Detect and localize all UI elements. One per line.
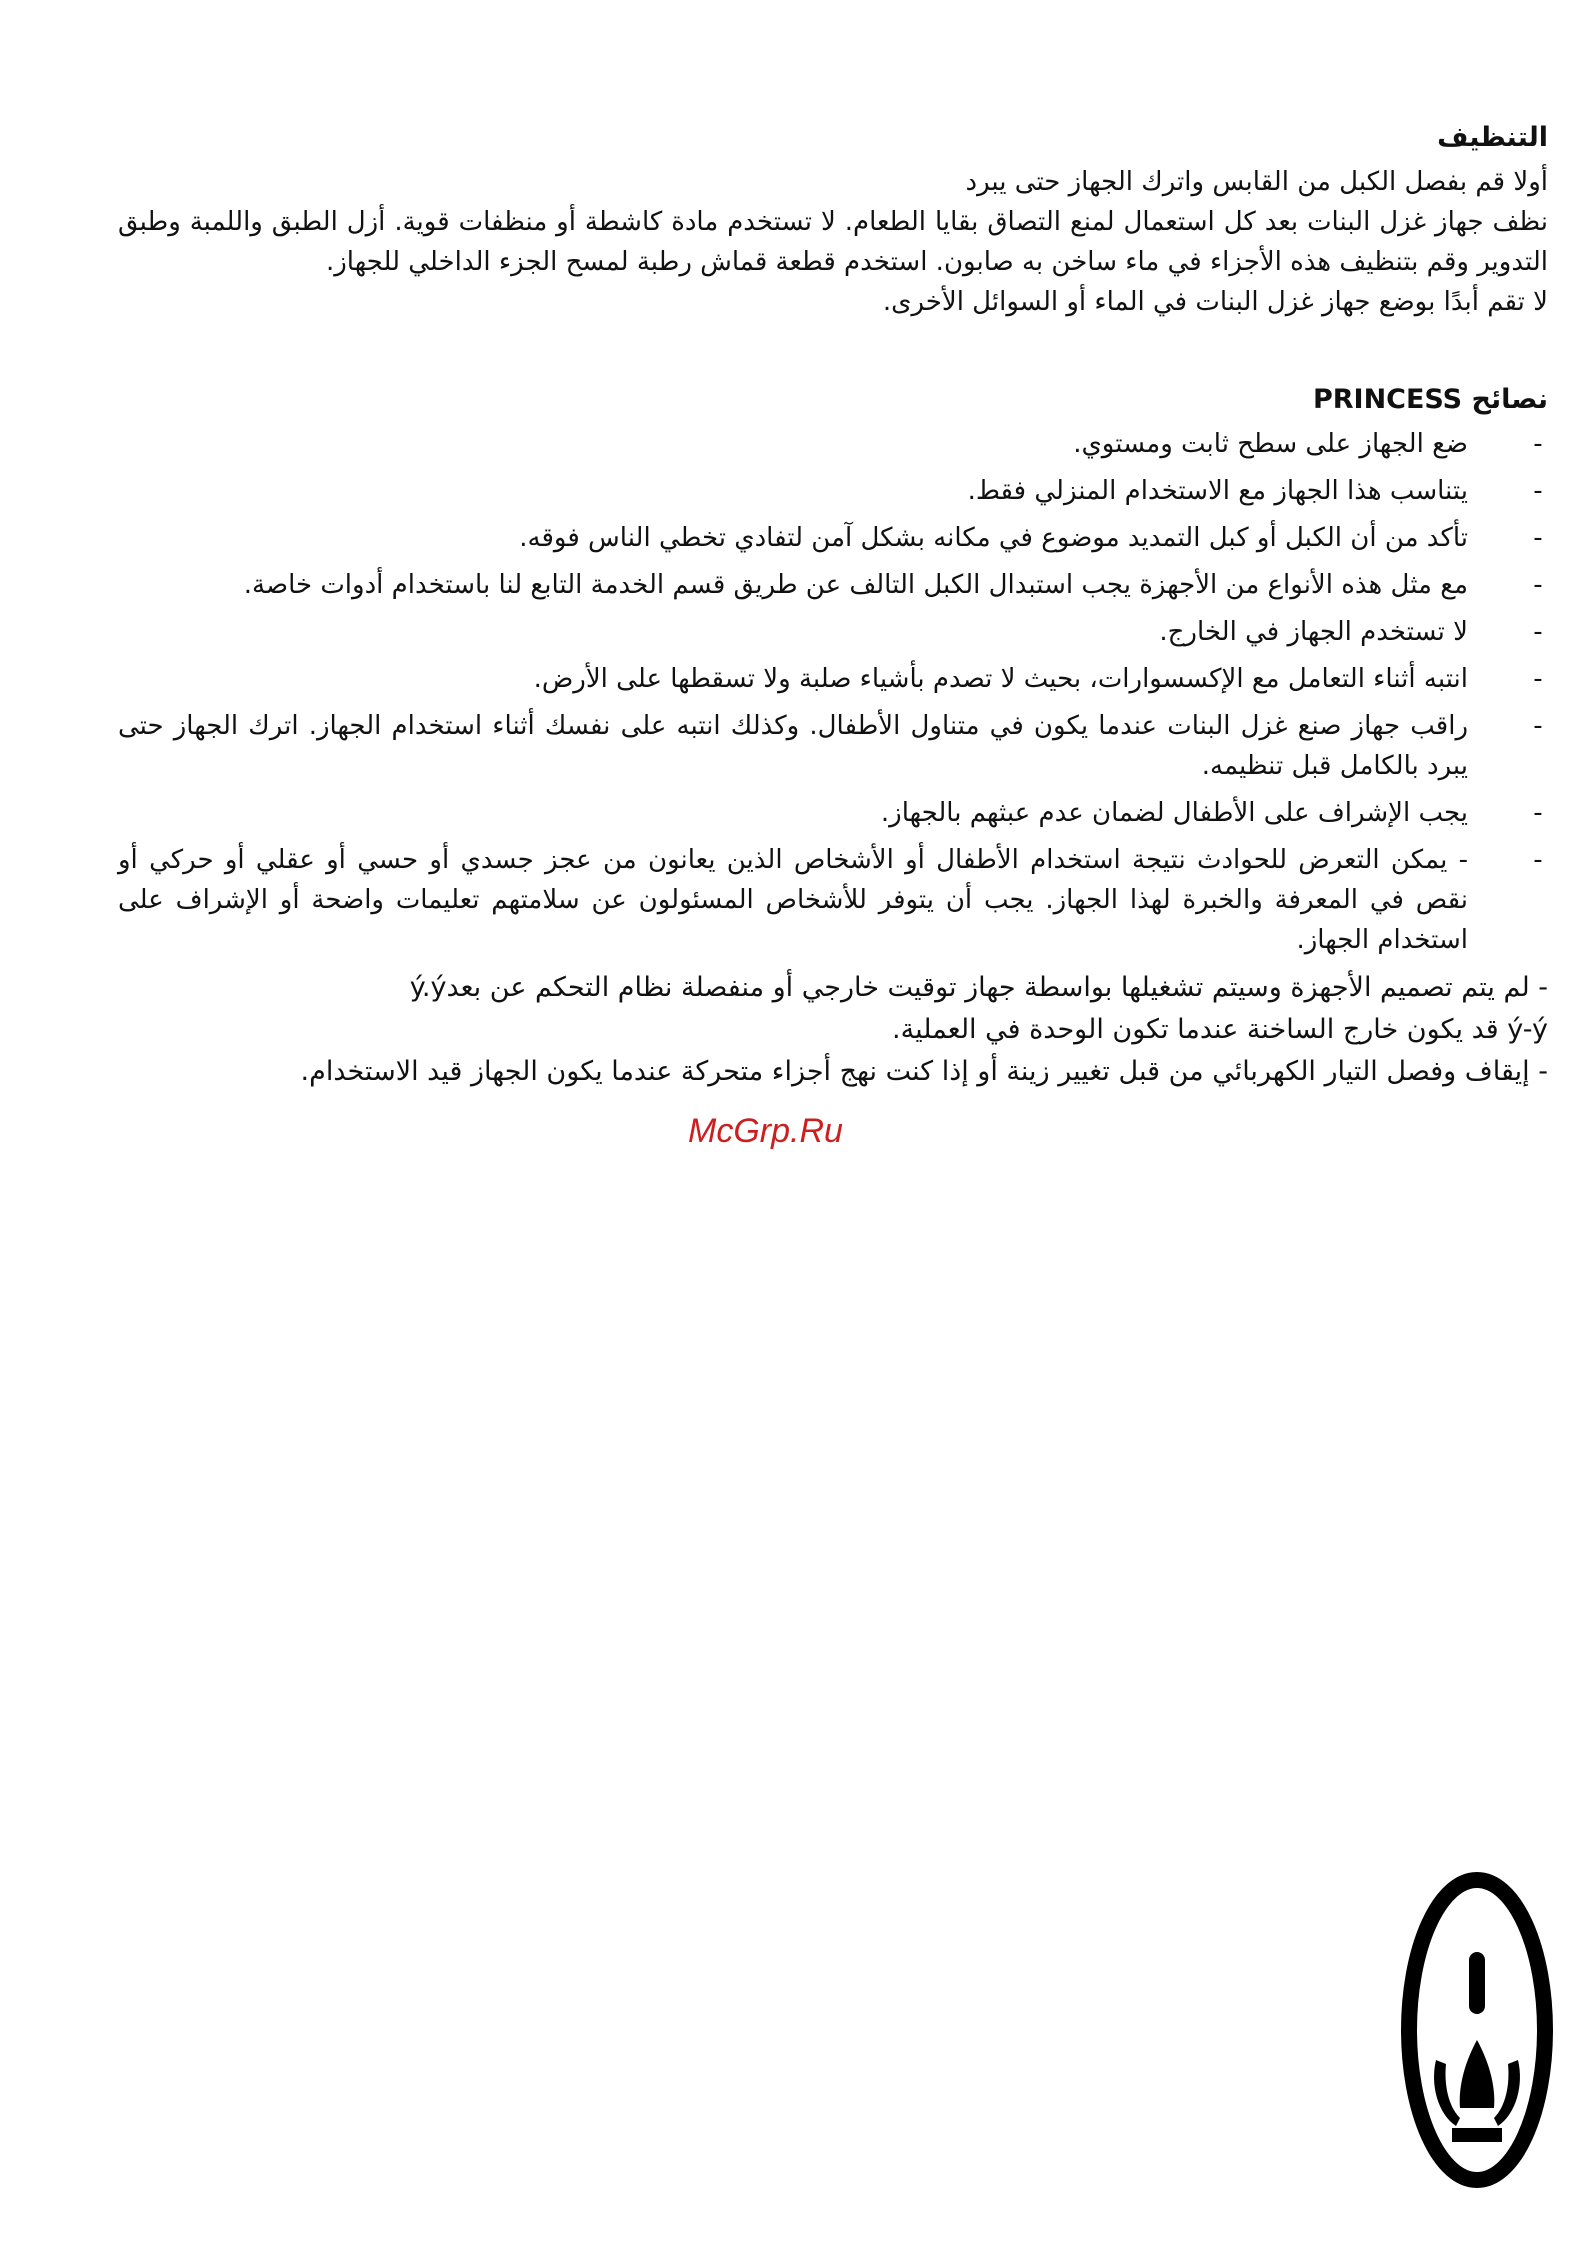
tip-item — [118, 471, 1548, 511]
bullet-dash: - — [1533, 664, 1543, 694]
tip-text: يتناسب هذا الجهاز مع الاستخدام المنزلي فقط. — [967, 476, 1468, 506]
tip-text: لا تستخدم الجهاز في الخارج. — [1159, 617, 1468, 647]
tip-item — [118, 612, 1548, 652]
tip-item — [118, 518, 1548, 558]
watermark-text: McGrp.Ru — [688, 1112, 843, 1150]
tip-text: انتبه أثناء التعامل مع الإكسسوارات، بحيث لا تصدم بأشياء صلبة ولا تسقطها على الأرض. — [533, 664, 1468, 694]
tip-item — [118, 840, 1548, 960]
tip-text: تأكد من أن الكبل أو كبل التمديد موضوع في مكانه بشكل آمن لتفادي تخطي الناس فوقه. — [519, 523, 1468, 553]
tips-heading: نصائح PRINCESS — [1312, 384, 1548, 415]
tip-text: - يمكن التعرض للحوادث نتيجة استخدام الأطفال أو الأشخاص الذين يعانون من عجز جسدي أو حسي أو عقلي أو حركي أو نقص في المعرفة والخبرة لهذا الجهاز. يجب أن يتوفر للأشخاص المسئولون عن سلامتهم تعليمات واضحة أو الإشراف على استخدام الجهاز. — [118, 845, 1468, 955]
bullet-dash: - — [1533, 523, 1543, 553]
tip-text: مع مثل هذه الأنواع من الأجهزة يجب استبدال الكبل التالف عن طريق قسم الخدمة التابع لنا باستخدام أدوات خاصة. — [243, 570, 1468, 600]
cleaning-paragraph-3: لا تقم أبدًا بوضع جهاز غزل البنات في الماء أو السوائل الأخرى. — [882, 287, 1548, 317]
tip-text: راقب جهاز صنع غزل البنات عندما يكون في متناول الأطفال. وكذلك انتبه على نفسك أثناء استخدام الجهاز. اترك الجهاز حتى يبرد بالكامل قبل تنظيمه. — [118, 711, 1468, 781]
tip-item — [118, 706, 1548, 786]
cleaning-heading: التنظيف — [1437, 122, 1548, 153]
bullet-dash: - — [1533, 476, 1543, 506]
cleaning-paragraph-2: نظف جهاز غزل البنات بعد كل استعمال لمنع التصاق بقايا الطعام. لا تستخدم مادة كاشطة أو منظفات قوية. أزل الطبق واللمبة وطبق التدوير وقم بتنظيف هذه الأجزاء في ماء ساخن به صابون. استخدم قطعة قماش رطبة لمسح الجزء الداخلي للجهاز. — [118, 207, 1548, 277]
cleaning-paragraph-1: أولا قم بفصل الكبل من القابس واترك الجهاز حتى يبرد — [965, 167, 1548, 197]
bullet-dash: - — [1533, 845, 1543, 875]
section-spacer — [118, 322, 1548, 380]
bullet-dash: - — [1533, 798, 1543, 828]
extra-note-1: - لم يتم تصميم الأجهزة وسيتم تشغيلها بواسطة جهاز توقيت خارجي أو منفصلة نظام التحكم عن بعدý.ý — [409, 972, 1548, 1003]
bullet-dash: - — [1533, 570, 1543, 600]
bullet-dash: - — [1533, 429, 1543, 459]
tip-item — [118, 565, 1548, 605]
tip-item — [118, 793, 1548, 833]
tip-item — [118, 424, 1548, 464]
princess-crown-logo-icon — [1400, 1870, 1555, 2190]
bullet-dash: - — [1533, 711, 1543, 741]
tip-text: ضع الجهاز على سطح ثابت ومستوي. — [1073, 429, 1468, 459]
extra-note-3: - إيقاف وفصل التيار الكهربائي من قبل تغيير زينة أو إذا كنت نهج أجزاء متحركة عندما يكون الجهاز قيد الاستخدام. — [300, 1056, 1548, 1087]
bullet-dash: - — [1533, 617, 1543, 647]
extra-note-2: ý-ý قد يكون خارج الساخنة عندما تكون الوحدة في العملية. — [892, 1014, 1548, 1045]
document-page — [118, 118, 1548, 1093]
tips-list — [118, 424, 1548, 960]
tip-item — [118, 659, 1548, 699]
tip-text: يجب الإشراف على الأطفال لضمان عدم عبثهم بالجهاز. — [880, 798, 1468, 828]
